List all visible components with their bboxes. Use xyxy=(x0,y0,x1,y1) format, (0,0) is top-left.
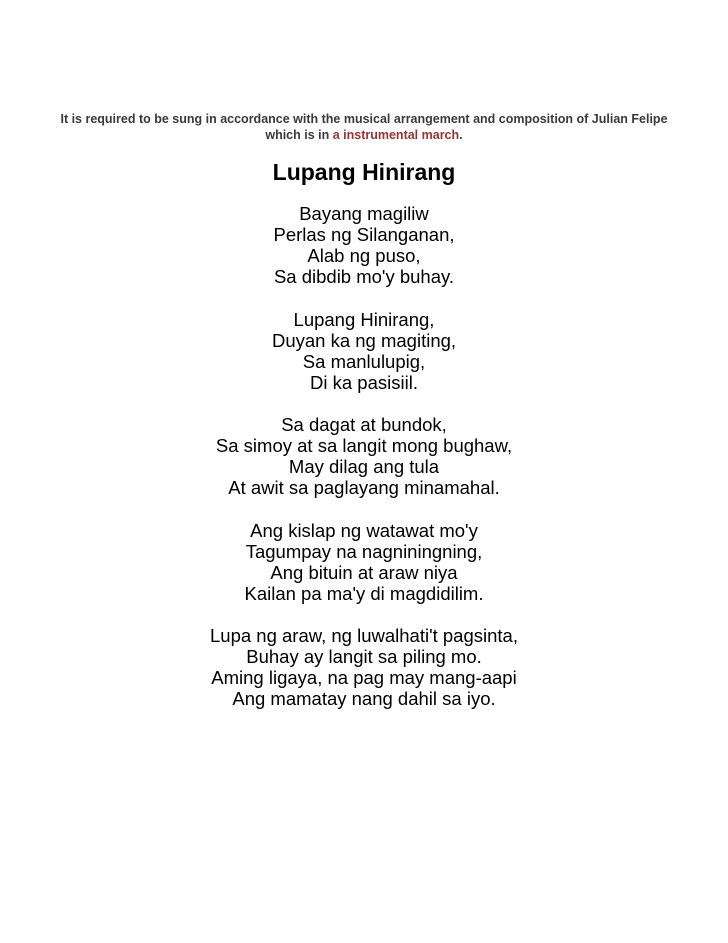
intro-text-end: . xyxy=(459,128,463,142)
lyric-line: Duyan ka ng magiting, xyxy=(271,329,457,351)
lyric-line: Lupang Hinirang, xyxy=(293,308,435,330)
lyric-line: Sa simoy at sa langit mong bughaw, xyxy=(215,435,513,456)
lyric-line: May dilag ang tula xyxy=(288,456,440,477)
intro-text: It is required to be sung in accordance with the musical arrangement and composition of Julian Felipe which is in xyxy=(60,112,668,142)
lyric-line: Sa manlulupig, xyxy=(302,350,426,372)
lyric-line: Tagumpay na nagniningning, xyxy=(245,540,483,562)
lyric-line: Sa dagat at bundok, xyxy=(281,414,447,435)
lyric-line: Lupa ng araw, ng luwalhati't pagsinta, xyxy=(210,625,518,646)
lyric-line: Kailan pa ma'y di magdidilim. xyxy=(244,582,484,604)
stanza-1 xyxy=(64,203,664,287)
intro-paragraph xyxy=(60,111,668,143)
intro-highlight-link[interactable]: a instrumental march xyxy=(332,128,460,142)
stanza-2 xyxy=(64,309,664,393)
lyric-line: Ang kislap ng watawat mo'y xyxy=(250,519,478,541)
lyric-line: Ang bituin at araw niya xyxy=(270,561,458,583)
lyric-line: Ang mamatay nang dahil sa iyo. xyxy=(232,688,496,709)
lyric-line: Di ka pasisiil. xyxy=(310,371,418,393)
lyric-line: Perlas ng Silanganan, xyxy=(273,224,455,245)
stanza-3 xyxy=(64,414,664,498)
stanza-4 xyxy=(64,520,664,604)
lyric-line: Sa dibdib mo'y buhay. xyxy=(273,266,455,287)
lyric-line: At awit sa paglayang minamahal. xyxy=(228,477,500,498)
stanza-5 xyxy=(64,625,664,709)
lyric-line: Bayang magiliw xyxy=(299,203,429,224)
lyrics xyxy=(64,203,664,731)
lyric-line: Aming ligaya, na pag may mang-aapi xyxy=(211,667,517,688)
lyric-line: Alab ng puso, xyxy=(307,245,421,266)
song-title: Lupang Hinirang xyxy=(272,159,456,185)
lyric-line: Buhay ay langit sa piling mo. xyxy=(246,646,482,667)
